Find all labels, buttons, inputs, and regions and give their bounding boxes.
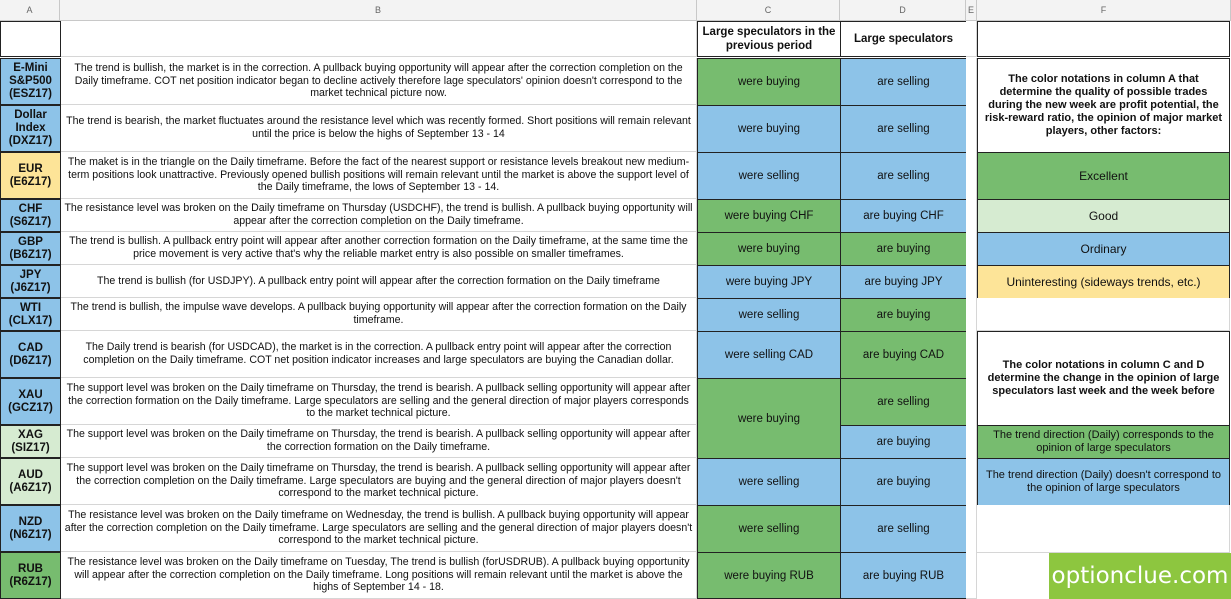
legend-blank-cell[interactable]	[977, 505, 1230, 553]
analysis-cell[interactable]: The trend is bullish. A pullback entry point will appear after another correction formation on the Daily timeframe, at the same time the price movement is very active that's why the reliable market entry is also possible on smaller timeframes.	[61, 232, 697, 265]
analysis-cell[interactable]: The trend is bullish, the impulse wave develops. A pullback buying opportunity will appear after the correction formation on the Daily timeframe.	[61, 298, 697, 331]
column-header-a[interactable]: A	[0, 0, 60, 21]
instrument-cell[interactable]: EUR (E6Z17)	[0, 152, 61, 199]
header-cell-b[interactable]	[61, 21, 697, 57]
analysis-cell[interactable]: The support level was broken on the Daily timeframe on Thursday, the trend is bearish. A pullback selling opportunity will appear after the correction formation on the Daily timeframe.	[61, 425, 697, 458]
current-speculators-cell[interactable]: are buying	[840, 298, 967, 332]
instrument-cell[interactable]: XAU (GCZ17)	[0, 378, 61, 425]
legend-corresponds[interactable]: The trend direction (Daily) corresponds to the opinion of large speculators	[977, 425, 1230, 459]
current-speculators-cell[interactable]: are buying JPY	[840, 265, 967, 299]
previous-speculators-cell[interactable]: were buying	[697, 58, 841, 106]
instrument-cell[interactable]: XAG (SIZ17)	[0, 425, 61, 458]
previous-speculators-cell[interactable]: were selling	[697, 152, 841, 200]
current-speculators-cell[interactable]: are selling	[840, 505, 967, 553]
legend-uninteresting[interactable]: Uninteresting (sideways trends, etc.)	[977, 265, 1230, 299]
previous-speculators-cell[interactable]: were selling CAD	[697, 331, 841, 379]
current-speculators-cell[interactable]: are selling	[840, 58, 967, 106]
analysis-cell[interactable]: The resistance level was broken on the Daily timeframe on Tuesday, The trend is bullish (forUSDRUB). A pullback buying opportunity will appear after the correction completion on the Daily timeframe. Long positions will remain relevant until the market is above the highs of September 14 - 18.	[61, 552, 697, 599]
spacer-column	[966, 58, 977, 599]
legend-ordinary[interactable]: Ordinary	[977, 232, 1230, 266]
legend-not-corresponds[interactable]: The trend direction (Daily) doesn't correspond to the opinion of large speculators	[977, 458, 1230, 506]
header-large-speculators[interactable]: Large speculators	[840, 21, 967, 57]
column-header-c[interactable]: C	[697, 0, 840, 21]
instrument-cell[interactable]: Dollar Index (DXZ17)	[0, 105, 61, 152]
current-speculators-cell[interactable]: are selling	[840, 105, 967, 153]
header-cell-f[interactable]	[977, 21, 1230, 57]
instrument-cell[interactable]: RUB (R6Z17)	[0, 552, 61, 599]
instrument-cell[interactable]: GBP (B6Z17)	[0, 232, 61, 265]
analysis-cell[interactable]: The support level was broken on the Daily timeframe on Thursday, the trend is bearish. A pullback selling opportunity will appear after the correction formation on the Daily timeframe. Large speculators are selling and the general direction of major players corresponds to the market technical picture.	[61, 378, 697, 425]
optionclue-logo: optionclue.com	[1049, 553, 1231, 599]
analysis-cell[interactable]: The Daily trend is bearish (for USDCAD), the market is in the correction. A pullback entry point will appear after the correction completion on the Daily timeframe. COT net position indicator increases and large speculators are buying the Canadian dollar.	[61, 331, 697, 378]
instrument-cell[interactable]: NZD (N6Z17)	[0, 505, 61, 552]
previous-speculators-cell[interactable]: were buying CHF	[697, 199, 841, 233]
instrument-cell[interactable]: JPY (J6Z17)	[0, 265, 61, 298]
current-speculators-cell[interactable]: are buying CHF	[840, 199, 967, 233]
legend-quality-note[interactable]: The color notations in column A that determine the quality of possible trades during the new week are profit potential, the risk-reward ratio, the opinion of major market players, other factors:	[977, 58, 1230, 153]
header-cell-e[interactable]	[966, 21, 977, 57]
current-speculators-cell[interactable]: are buying RUB	[840, 552, 967, 599]
current-speculators-cell[interactable]: are selling	[840, 152, 967, 200]
column-header-f[interactable]: F	[977, 0, 1231, 21]
header-large-speculators-previous[interactable]: Large speculators in the previous period	[697, 21, 841, 57]
analysis-cell[interactable]: The trend is bullish (for USDJPY). A pullback entry point will appear after the correction formation on the Daily timeframe	[61, 265, 697, 298]
previous-speculators-cell[interactable]: were buying JPY	[697, 265, 841, 299]
analysis-cell[interactable]: The maket is in the triangle on the Daily timeframe. Before the fact of the nearest support or resistance levels breakout new medium-term positions look unattractive. Previously opened bullish positions will remain relevant until the market is above the support level of the Daily timeframe, the lows of September 13 - 14.	[61, 152, 697, 199]
legend-cd-note[interactable]: The color notations in column C and D determine the change in the opinion of large speculators last week and the week before	[977, 331, 1230, 426]
instrument-cell[interactable]: CAD (D6Z17)	[0, 331, 61, 378]
previous-speculators-cell[interactable]: were selling	[697, 298, 841, 332]
current-speculators-cell[interactable]: are buying CAD	[840, 331, 967, 379]
previous-speculators-cell[interactable]: were buying	[697, 105, 841, 153]
previous-speculators-cell[interactable]: were selling	[697, 458, 841, 506]
legend-blank-cell[interactable]	[977, 298, 1230, 331]
analysis-cell[interactable]: The support level was broken on the Daily timeframe on Thursday, the trend is bearish. A pullback selling opportunity will appear after the correction completion on the Daily timeframe. Large speculators are buying and the general direction of major players doesn't correspond to the market technical picture.	[61, 458, 697, 505]
instrument-cell[interactable]: CHF (S6Z17)	[0, 199, 61, 232]
header-cell-a[interactable]	[0, 21, 61, 57]
previous-speculators-cell[interactable]: were buying	[697, 378, 841, 459]
current-speculators-cell[interactable]: are selling	[840, 378, 967, 426]
column-header-e[interactable]: E	[966, 0, 977, 21]
previous-speculators-cell[interactable]: were buying	[697, 232, 841, 266]
analysis-cell[interactable]: The resistance level was broken on the Daily timeframe on Wednesday, the trend is bullish. A pullback buying opportunity will appear after the correction completion on the Daily timeframe. Large speculators are selling and the general direction of major players doesn't correspond to the market technical picture.	[61, 505, 697, 552]
legend-good[interactable]: Good	[977, 199, 1230, 233]
instrument-cell[interactable]: E-Mini S&P500 (ESZ17)	[0, 58, 61, 105]
previous-speculators-cell[interactable]: were buying RUB	[697, 552, 841, 599]
column-header-d[interactable]: D	[840, 0, 966, 21]
current-speculators-cell[interactable]: are buying	[840, 458, 967, 506]
instrument-cell[interactable]: WTI (CLX17)	[0, 298, 61, 331]
analysis-cell[interactable]: The resistance level was broken on the Daily timeframe on Thursday (USDCHF), the trend is bullish. A pullback buying opportunity will appear after the correction completion on the Daily timeframe.	[61, 199, 697, 232]
analysis-cell[interactable]: The trend is bearish, the market fluctuates around the resistance level which was recently formed. Short positions will remain relevant until the price is below the highs of September 13 - 14	[61, 105, 697, 152]
column-header-b[interactable]: B	[60, 0, 697, 21]
previous-speculators-cell[interactable]: were selling	[697, 505, 841, 553]
current-speculators-cell[interactable]: are buying	[840, 232, 967, 266]
legend-excellent[interactable]: Excellent	[977, 152, 1230, 200]
current-speculators-cell[interactable]: are buying	[840, 425, 967, 459]
instrument-cell[interactable]: AUD (A6Z17)	[0, 458, 61, 505]
analysis-cell[interactable]: The trend is bullish, the market is in the correction. A pullback buying opportunity will appear after the correction completion on the Daily timeframe. COT net position indicator began to decline actively therefore lage speculators' opinion doesn't correspond to the market technical picture now.	[61, 58, 697, 105]
